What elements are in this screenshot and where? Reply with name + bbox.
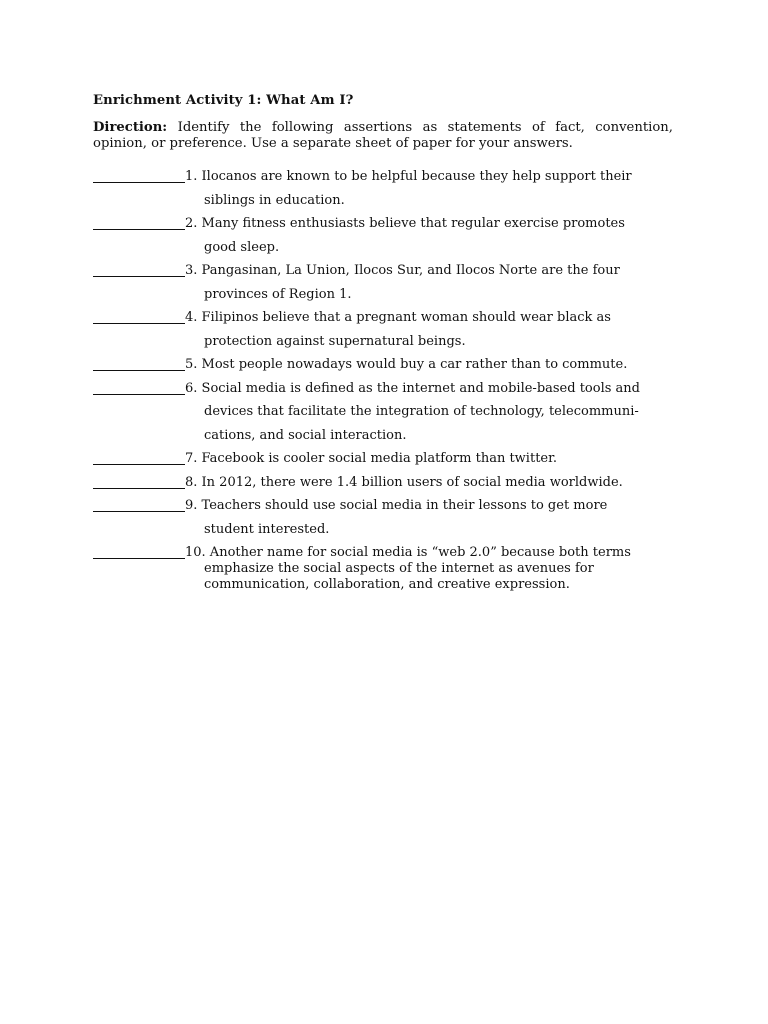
assertion-text-6-cont-2: cations, and social interaction. [204,427,407,443]
answer-blank-4[interactable] [93,306,185,324]
answer-blank-9[interactable] [93,494,185,512]
assertion-item-2 [93,212,673,259]
answer-blank-3[interactable] [93,259,185,277]
answer-blank-1[interactable] [93,165,185,183]
assertion-text-8: 8. In 2012, there were 1.4 billion users of social media worldwide. [185,474,623,490]
direction-label: Direction: [93,120,168,135]
direction-text: Identify the following assertions as statements of fact, convention, opinion, or preference. Use a separate sheet of paper for your answers. [93,120,673,151]
assertion-text-1-cont: siblings in education. [204,192,345,208]
answer-blank-5[interactable] [93,353,185,371]
assertion-item-9 [93,494,673,541]
assertion-item-8 [93,471,673,495]
assertion-item-5 [93,353,673,377]
assertion-item-3 [93,259,673,306]
assertion-item-10 [93,541,673,593]
direction-paragraph [93,120,673,152]
assertion-item-6 [93,377,673,448]
assertion-text-2-cont: good sleep. [204,239,280,255]
assertion-text-9-cont: student interested. [204,521,330,537]
worksheet-title: Enrichment Activity 1: What Am I? [93,93,354,108]
assertion-text-5: 5. Most people nowadays would buy a car rather than to commute. [185,357,628,372]
assertion-text-2: 2. Many fitness enthusiasts believe that regular exercise promotes [185,216,625,231]
assertion-item-7 [93,447,673,471]
answer-blank-10[interactable] [93,541,185,559]
worksheet [93,92,673,593]
assertion-text-10: 10. Another name for social media is “web 2.0” because both terms [185,545,631,560]
assertion-text-4: 4. Filipinos believe that a pregnant woman should wear black as [185,310,611,325]
assertion-text-6-cont-1: devices that facilitate the integration of technology, telecommuni- [204,404,639,419]
assertion-list [93,165,673,593]
assertion-text-3-cont: provinces of Region 1. [204,286,352,302]
answer-blank-2[interactable] [93,212,185,230]
answer-blank-8[interactable] [93,471,185,489]
assertion-text-3: 3. Pangasinan, La Union, Ilocos Sur, and Ilocos Norte are the four [185,263,620,278]
assertion-item-4 [93,306,673,353]
assertion-text-10-cont-1: emphasize the social aspects of the internet as avenues for [204,561,594,576]
assertion-text-6: 6. Social media is defined as the internet and mobile-based tools and [185,380,640,396]
assertion-text-7: 7. Facebook is cooler social media platform than twitter. [185,451,558,466]
assertion-text-4-cont: protection against supernatural beings. [204,333,466,349]
assertion-text-1: 1. Ilocanos are known to be helpful because they help support their [185,169,632,184]
answer-blank-7[interactable] [93,447,185,465]
assertion-text-9: 9. Teachers should use social media in their lessons to get more [185,498,608,513]
answer-blank-6[interactable] [93,377,185,395]
assertion-text-10-cont-2: communication, collaboration, and creative expression. [204,577,570,592]
assertion-item-1 [93,165,673,212]
